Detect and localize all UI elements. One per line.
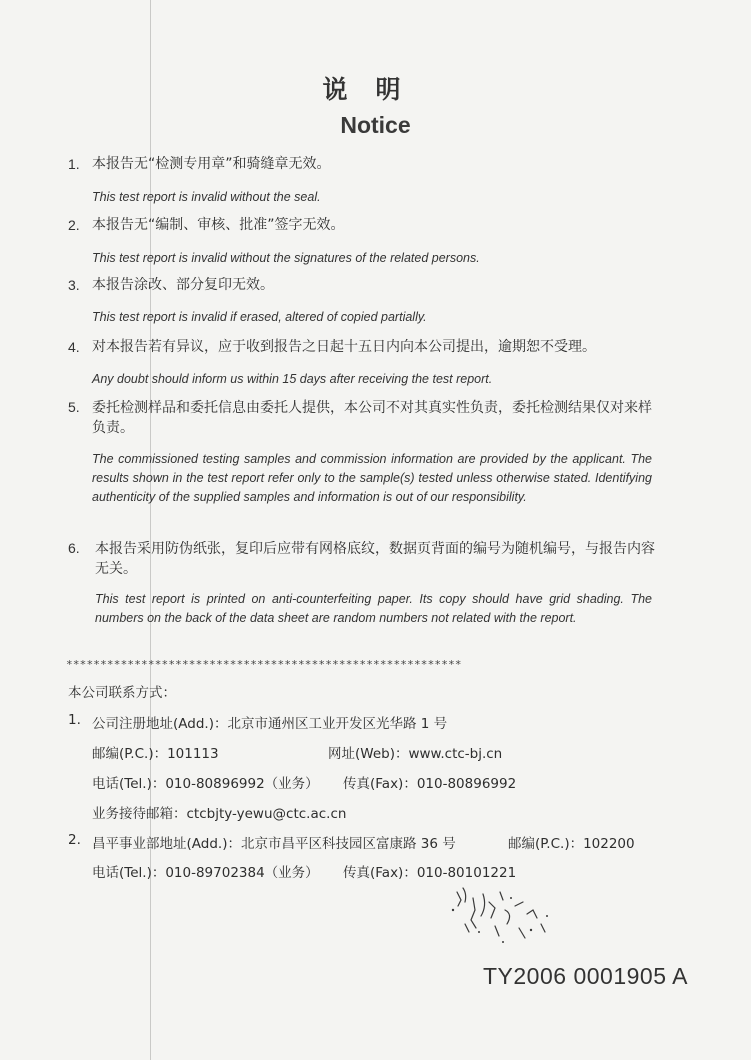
office-1-number: 1.	[68, 712, 81, 728]
item-6-english: This test report is printed on anti-counterfeiting paper. Its copy should have grid shading. The numbers on the back of the data sheet are random numbers not related with the report.	[95, 592, 652, 625]
office-1-web: 网址(Web)：www.ctc-bj.cn	[328, 746, 503, 762]
item-4-english: Any doubt should inform us within 15 days after receiving the test report.	[92, 372, 493, 386]
item-5-number: 5.	[68, 399, 80, 415]
item-1-english: This test report is invalid without the seal.	[92, 190, 321, 204]
office-1-fax: 传真(Fax)：010-80896992	[343, 776, 517, 792]
item-3-english: This test report is invalid if erased, altered of copied partially.	[92, 310, 427, 324]
item-5-english: The commissioned testing samples and commission information are provided by the applicant. The results shown in the test report refer only to the sample(s) tested unless otherwise stated. Identifying authenticity of the supplied samples and information is out of our responsibility.	[92, 452, 652, 504]
office-2-tel: 电话(Tel.)：010-89702384（业务）	[92, 865, 319, 881]
title-english: Notice	[340, 112, 411, 138]
title-chinese: 说明	[322, 75, 429, 104]
report-serial-number: TY2006 0001905 A	[483, 963, 688, 989]
item-5-chinese: 委托检测样品和委托信息由委托人提供，本公司不对其真实性负责，委托检测结果仅对来样负责。	[92, 400, 652, 436]
item-4-chinese: 对本报告若有异议，应于收到报告之日起十五日内向本公司提出，逾期恕不受理。	[92, 339, 596, 355]
item-2-chinese: 本报告无“编制、审核、批准”签字无效。	[92, 217, 345, 233]
item-2-number: 2.	[68, 217, 80, 233]
office-1-email: 业务接待邮箱：ctcbjty-yewu@ctc.ac.cn	[92, 806, 347, 822]
office-1-tel: 电话(Tel.)：010-80896992（业务）	[92, 776, 319, 792]
item-4-number: 4.	[68, 339, 80, 355]
item-2-english: This test report is invalid without the signatures of the related persons.	[92, 251, 480, 265]
asterisk-divider: **********************************************************	[66, 658, 462, 671]
office-1-postcode: 邮编(P.C.)：101113	[92, 746, 219, 762]
item-3-number: 3.	[68, 277, 80, 293]
item-6-chinese: 本报告采用防伪纸张，复印后应带有网格底纹，数据页背面的编号为随机编号，与报告内容无关。	[95, 541, 655, 577]
contact-heading: 本公司联系方式：	[68, 685, 176, 701]
office-1-address: 公司注册地址(Add.)：北京市通州区工业开发区光华路 1 号	[92, 716, 448, 732]
item-1-chinese: 本报告无“检测专用章”和骑缝章无效。	[92, 156, 331, 172]
office-2-address: 昌平事业部地址(Add.)：北京市昌平区科技园区富康路 36 号	[92, 836, 456, 852]
office-2-fax: 传真(Fax)：010-80101221	[343, 865, 517, 881]
office-2-number: 2.	[68, 832, 81, 848]
office-2-postcode: 邮编(P.C.)：102200	[508, 836, 635, 852]
item-6-number: 6.	[68, 540, 80, 556]
signature-scribble	[445, 880, 555, 950]
item-1-number: 1.	[68, 156, 80, 172]
item-3-chinese: 本报告涂改、部分复印无效。	[92, 277, 274, 293]
